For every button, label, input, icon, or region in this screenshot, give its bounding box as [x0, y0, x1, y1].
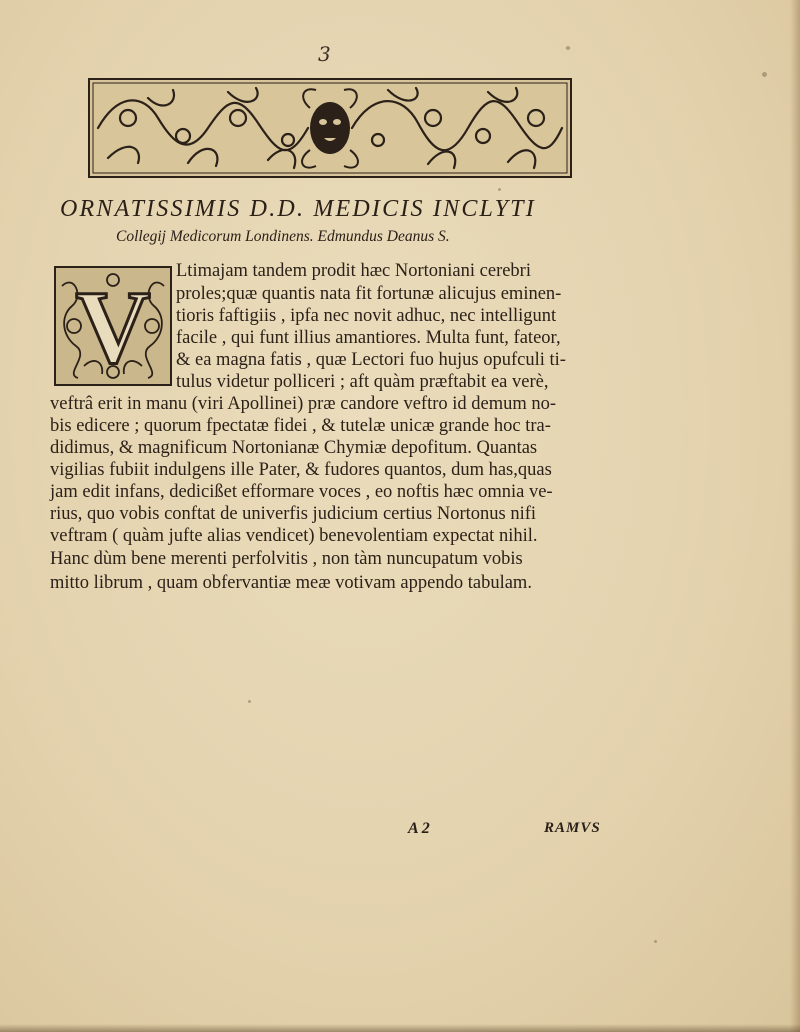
- catchword: RAMVS: [544, 820, 601, 836]
- text-line: veftram ( quàm jufte alias vendicet) benevolentiam expectat nihil.: [50, 526, 538, 546]
- paper-speck: [762, 72, 767, 77]
- text-line: rius, quo vobis conftat de univerfis judicium certius Nortonus nifi: [50, 504, 537, 524]
- text-line: Hanc dùm bene merenti perfolvitis , non tàm nuncupatum vobis: [50, 549, 523, 569]
- text-line: & ea magna fatis , quæ Lectori fuo hujus opufculi ti-: [176, 350, 566, 370]
- page-number: 3: [318, 42, 331, 66]
- text-line: proles;quæ quantis nata fit fortunæ alicujus eminen-: [176, 284, 562, 304]
- text-line: tulus videtur polliceri ; aft quàm præftabit ea verè,: [176, 372, 549, 392]
- text-line: Ltimajam tandem prodit hæc Nortoniani cerebri: [176, 261, 531, 281]
- paper-speck: [248, 700, 251, 703]
- text-line: bis edicere ; quorum fpectatæ fidei , & tutelæ unicæ grande hoc tra-: [50, 416, 551, 436]
- text-line: jam edit infans, dedicißet efformare voces , eo noftis hæc omnia ve-: [50, 482, 553, 502]
- text-line: mitto librum , quam obfervantiæ meæ votivam appendo tabulam.: [50, 573, 532, 593]
- page-edge-shadow: [790, 0, 800, 1032]
- text-line: didimus, & magnificum Nortonianæ Chymiæ depofitum. Quantas: [50, 438, 538, 458]
- initial-letter: V: [75, 270, 151, 385]
- paper-speck: [654, 940, 657, 943]
- decorated-initial: [54, 266, 172, 386]
- text-line: tioris faftigiis , ipfa nec novit adhuc, nec intelligunt: [176, 306, 557, 326]
- signature-mark: A 2: [408, 820, 430, 837]
- text-line: facile , qui funt illius amantiores. Multa funt, fateor,: [176, 328, 561, 348]
- dedication-heading: ORNATISSIMIS D.D. MEDICIS INCLYTI: [60, 196, 536, 222]
- paper-speck: [566, 46, 570, 50]
- ornamental-headpiece: [88, 78, 572, 178]
- page-bottom-shadow: [0, 1024, 800, 1032]
- dedication-subheading: Collegij Medicorum Londinens. Edmundus Deanus S.: [116, 228, 450, 245]
- paper-speck: [498, 188, 501, 191]
- text-line: veftrâ erit in manu (viri Apollinei) præ candore veftro id demum no-: [50, 394, 557, 414]
- text-line: vigilias fubiit indulgens ille Pater, & fudores quantos, dum has,quas: [50, 460, 552, 480]
